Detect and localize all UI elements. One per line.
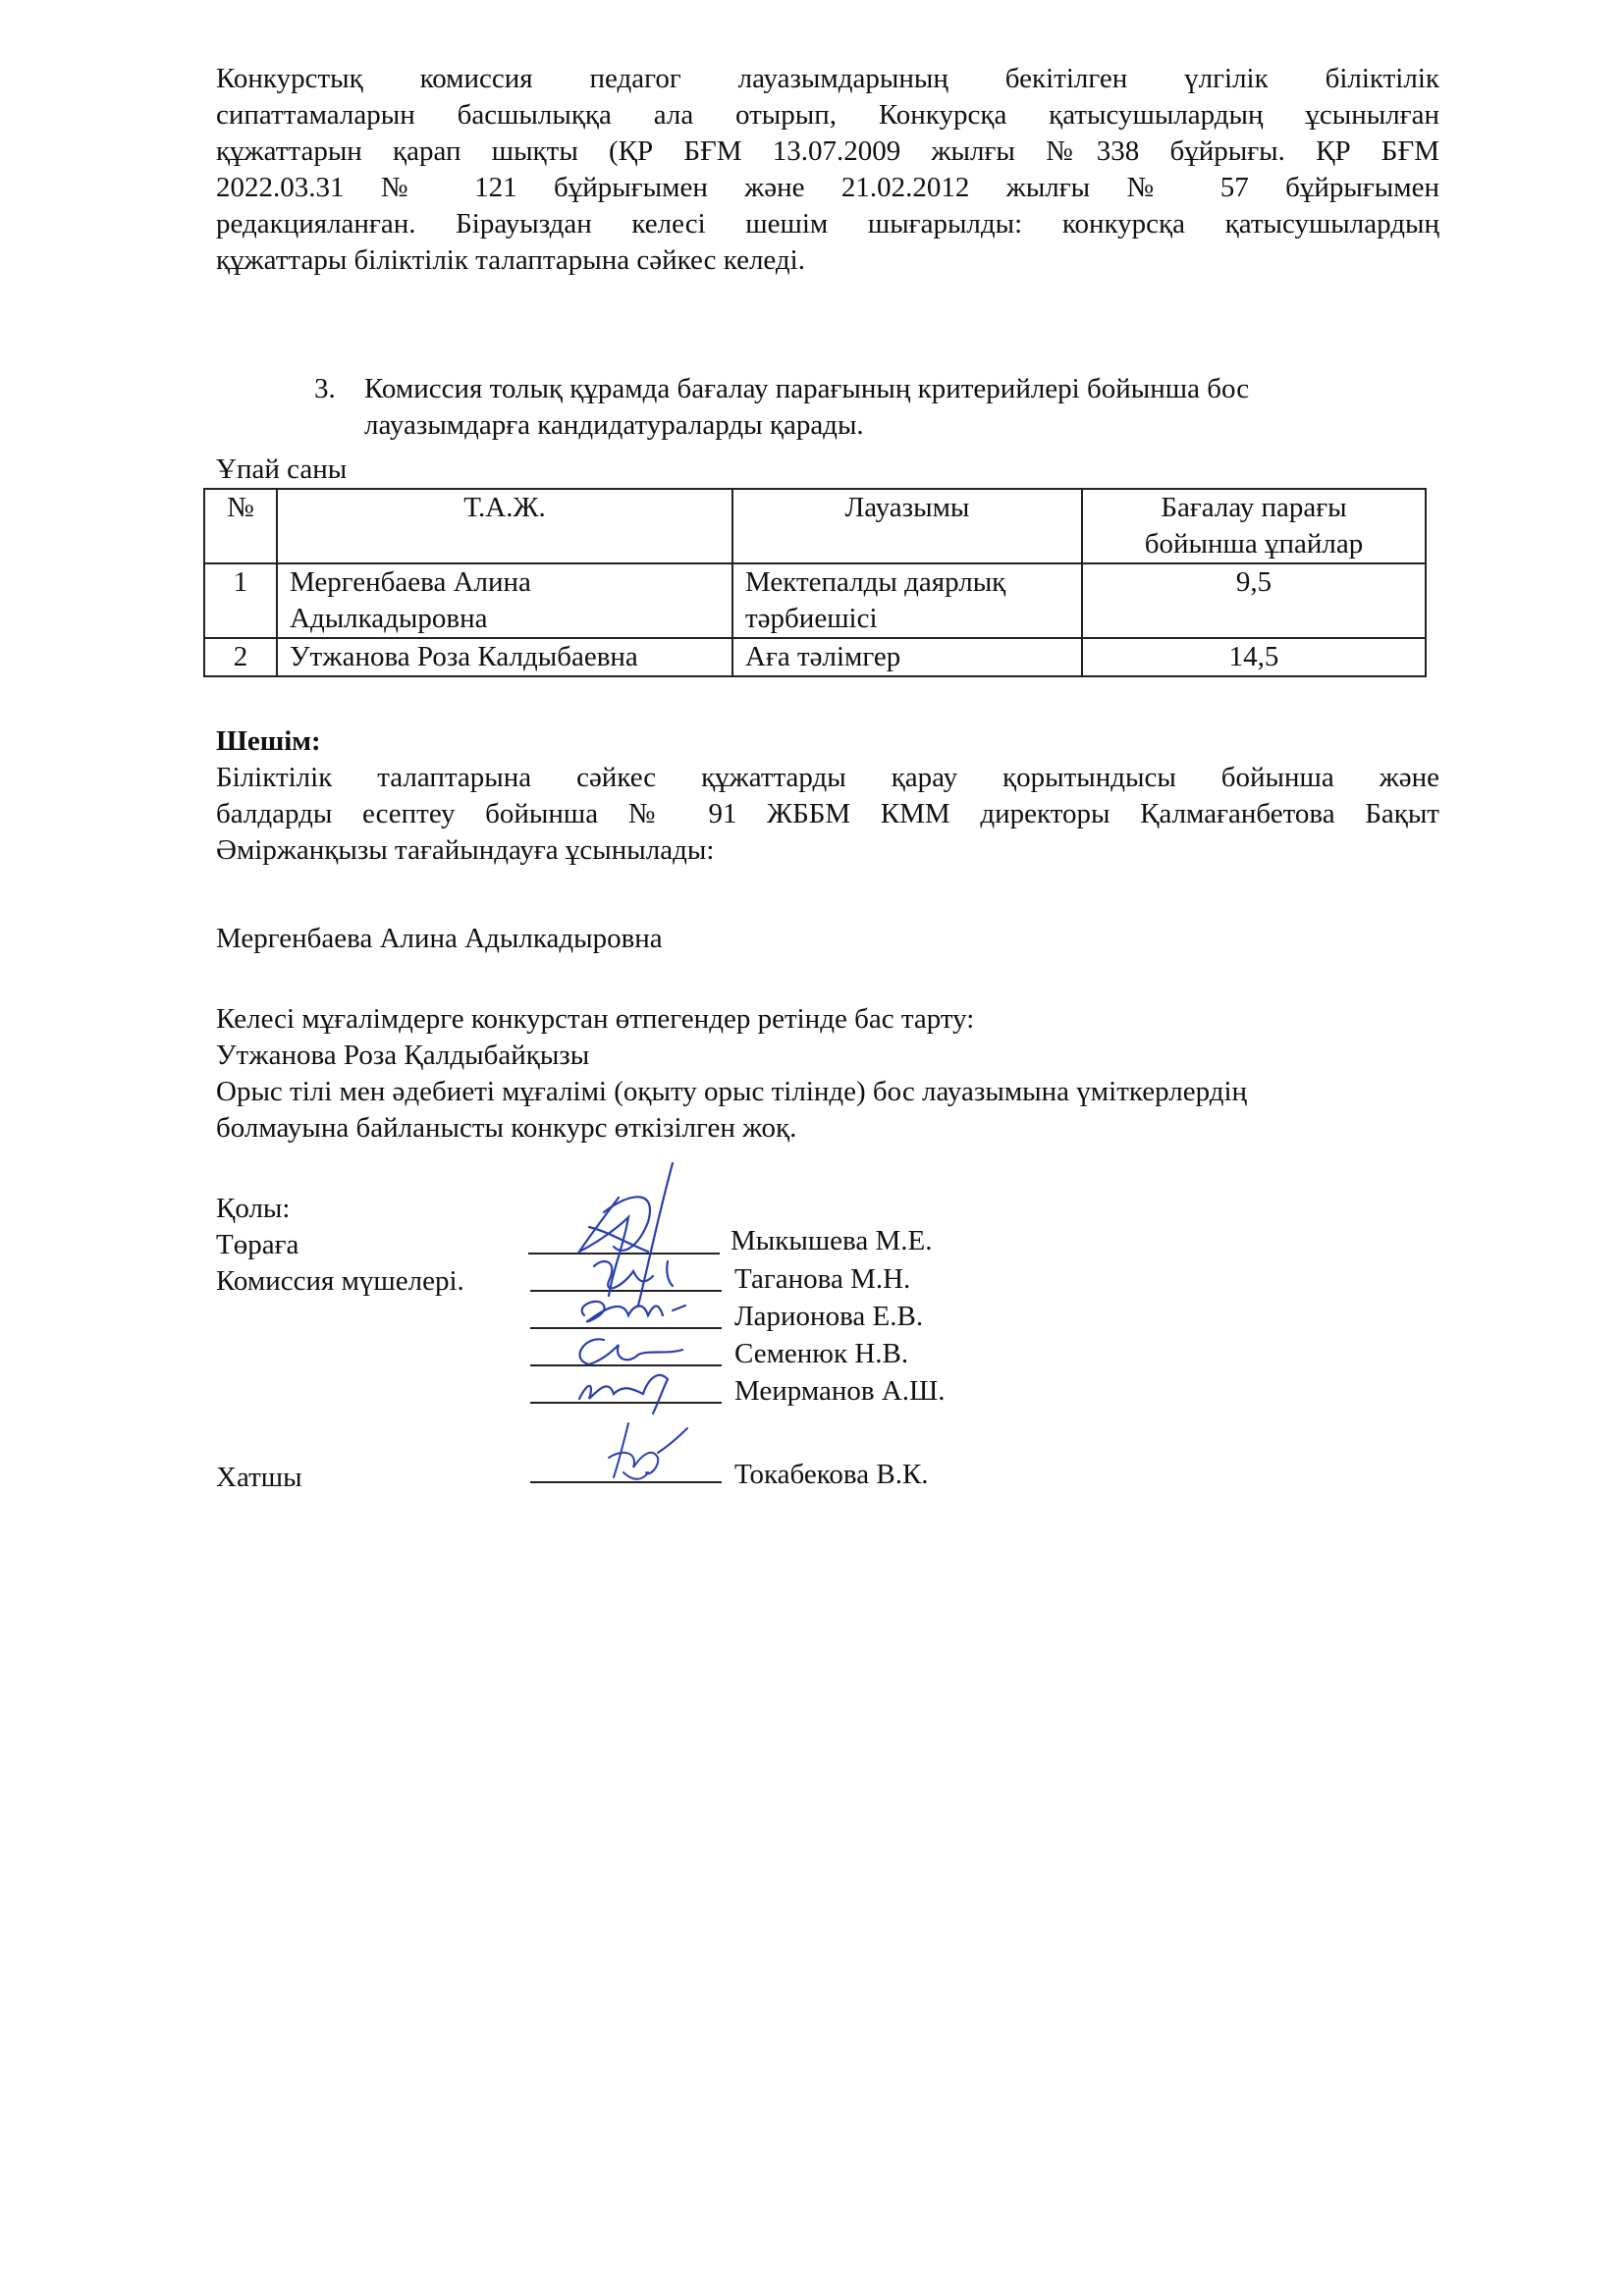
rejection-intro: Келесі мұғалімдерге конкурстан өтпегендер ретінде бас тарту: [216, 1003, 975, 1035]
intro-line: Конкурстық комиссия педагог лауазымдарының бекітілген үлгілік біліктілік [216, 63, 1439, 94]
table-header-row [204, 489, 1426, 563]
intro-line: құжаттарын қарап шықты (ҚР БҒМ 13.07.2009 жылғы №338 бұйрығы. ҚР БҒМ [216, 135, 1439, 167]
cell-num: 2 [204, 638, 277, 676]
rejected-name: Утжанова Роза Қалдыбайқызы [216, 1040, 590, 1071]
decision-paragraph [216, 760, 1439, 869]
item-line: лауазымдарға кандидатураларды қарады. [364, 409, 864, 441]
cell-position [732, 563, 1082, 638]
cell-name: Утжанова Роза Калдыбаевна [277, 638, 732, 676]
member-name: Семенюк Н.В. [734, 1338, 909, 1369]
cell-score: 14,5 [1082, 638, 1426, 676]
secretary-signature-icon [589, 1414, 697, 1492]
decision-title: Шешім: [216, 725, 321, 757]
header-name: Т.А.Ж. [277, 489, 732, 563]
chair-label: Төраға [216, 1229, 299, 1260]
cell-name-line: Адылкадыровна [290, 603, 488, 634]
member-name: Ларионова Е.В. [734, 1301, 924, 1332]
header-num: № [204, 489, 277, 563]
handwritten-signatures-icon [511, 1158, 746, 1423]
members-label: Комиссия мүшелері. [216, 1265, 464, 1297]
cell-position-line: Мектепалды даярлық [745, 566, 1006, 598]
header-score [1082, 489, 1426, 563]
cell-num: 1 [204, 563, 277, 638]
intro-paragraph [216, 61, 1439, 279]
cell-score: 9,5 [1082, 563, 1426, 638]
scores-table [203, 488, 1427, 677]
table-row [204, 563, 1426, 638]
intro-line: 2022.03.31 № 121 бұйрығымен және 21.02.2012 жылғы № 57 бұйрығымен [216, 172, 1439, 203]
cell-position-line: тәрбиешісі [745, 603, 878, 634]
decision-line: Біліктілік талаптарына сәйкес құжаттарды қарау қорытындысы бойынша және [216, 762, 1439, 793]
appointee-name: Мергенбаева Алина Адылкадыровна [216, 923, 663, 954]
cell-name-line: Мергенбаева Алина [290, 566, 531, 598]
score-label: Ұпай саны [216, 454, 348, 485]
cell-name [277, 563, 732, 638]
table-row [204, 638, 1426, 676]
no-competition-note: болмауына байланысты конкурс өткізілген жоқ. [216, 1112, 797, 1144]
signatures-heading: Қолы: [216, 1193, 291, 1224]
decision-line: балдарды есептеу бойынша № 91 ЖББМ КММ директоры Қалмағанбетова Бақыт [216, 798, 1439, 829]
no-competition-note: Орыс тілі мен әдебиеті мұғалімі (оқыту орыс тілінде) бос лауазымына үміткерлердің [216, 1076, 1248, 1107]
header-score-line: бойынша ұпайлар [1144, 528, 1364, 560]
intro-line: редакцияланған. Бірауыздан келесі шешім шығарылды: конкурсқа қатысушылардың [216, 208, 1439, 240]
member-name: Меирманов А.Ш. [734, 1375, 946, 1407]
decision-line: Әміржанқызы тағайындауға ұсынылады: [216, 834, 715, 866]
secretary-name: Токабекова В.К. [734, 1459, 929, 1490]
numbered-item-3 [314, 371, 336, 407]
member-name: Таганова М.Н. [734, 1263, 911, 1295]
numbered-item-3-text [364, 371, 1249, 444]
item-line: Комиссия толық құрамда бағалау парағының критерийлері бойынша бос [364, 373, 1250, 404]
header-score-line: Бағалау парағы [1161, 492, 1347, 523]
intro-line: сипаттамаларын басшылыққа ала отырып, Конкурсқа қатысушылардың ұсынылған [216, 99, 1439, 131]
intro-line: құжаттары біліктілік талаптарына сәйкес келеді. [216, 244, 805, 276]
chair-name: Мыкышева М.Е. [731, 1225, 933, 1256]
secretary-label: Хатшы [216, 1462, 302, 1493]
cell-position: Аға тәлімгер [732, 638, 1082, 676]
item-number: 3. [314, 373, 336, 404]
header-position: Лауазымы [732, 489, 1082, 563]
